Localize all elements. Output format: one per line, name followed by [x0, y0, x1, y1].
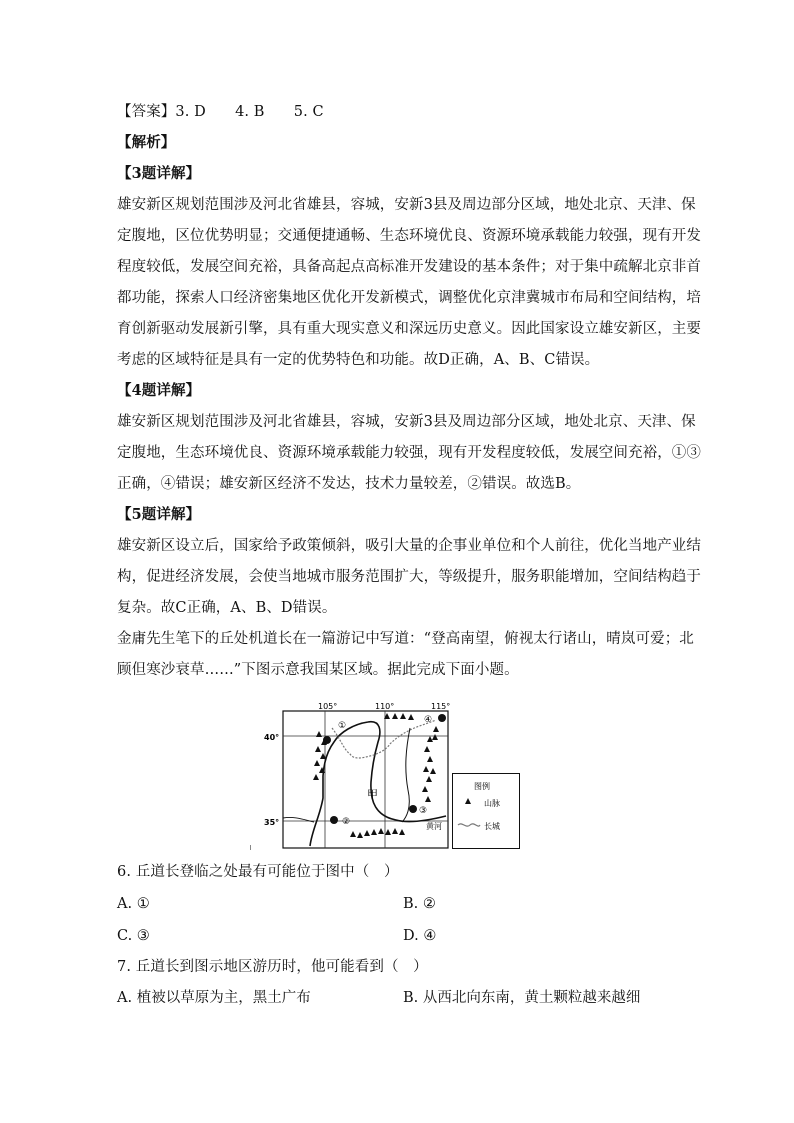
province-boundary [402, 728, 410, 822]
q4-heading: 【4题详解】 [117, 382, 201, 399]
great-wall [332, 720, 436, 758]
marker-2-dot [330, 816, 338, 824]
marker-1-label: ① [338, 721, 347, 731]
lat-label: 35° [264, 818, 280, 827]
q4-line: 定腹地，生态环境优良、资源环境承载能力较强，现有开发程度较低，发展空间充裕，①③ [117, 445, 701, 461]
q3-line: 育创新驱动发展新引擎，具有重大现实意义和深远历史意义。因此国家设立雄安新区，主要 [117, 321, 701, 337]
legend-wall-label: 长城 [484, 822, 500, 831]
map-legend [452, 773, 520, 849]
q3-line: 都功能，探索人口经济密集地区优化开发新模式，调整优化京津冀城市布局和空间结构，培 [117, 290, 701, 306]
q5-heading: 【5题详解】 [117, 506, 201, 523]
q6-option-d[interactable]: D. ④ [403, 928, 437, 944]
lon-label: 110° [375, 702, 395, 711]
q3-line: 雄安新区规划范围涉及河北省雄县，容城，安新3县及周边部分区域，地处北京、天津、保 [117, 197, 696, 213]
q5-line: 构，促进经济发展，会使当地城市服务范围扩大，等级提升，服务职能增加，空间结构趋于 [117, 569, 701, 585]
q3-heading: 【3题详解】 [117, 165, 201, 182]
river-label: 黄河 [426, 822, 442, 831]
intro-line: 顾但寒沙衰草……”下图示意我国某区域。据此完成下面小题。 [117, 662, 519, 678]
lon-label: 105° [318, 702, 338, 711]
q3-line: 程度较低，发展空间充裕，具备高起点高标准开发建设的基本条件；对于集中疏解北京非首 [117, 259, 701, 275]
marker-3-dot [409, 805, 417, 813]
q7-option-a[interactable]: A. 植被以草原为主，黑土广布 [117, 990, 311, 1006]
q4-line: 正确，④错误；雄安新区经济不发达，技术力量较差，②错误。故选B。 [117, 476, 581, 492]
q7-stem: 7. 丘道长到图示地区游历时，他可能看到（ ） [117, 959, 428, 975]
answer-line: 【答案】3. D 4. B 5. C [117, 104, 324, 120]
map-frame [283, 711, 448, 848]
lon-label: 115° [431, 702, 451, 711]
intro-line: 金庸先生笔下的丘处机道长在一篇游记中写道：“登高南望，俯视太行诸山，晴岚可爱；北 [117, 631, 694, 647]
q6-option-c[interactable]: C. ③ [117, 928, 150, 944]
legend-title: 图例 [474, 782, 490, 791]
mountain-range-taihang [422, 726, 439, 802]
q6-stem: 6. 丘道长登临之处最有可能位于图中（ ） [117, 864, 399, 880]
mountain-range-qinling [350, 828, 405, 838]
analysis-heading: 【解析】 [117, 134, 176, 151]
marker-4-label: ④ [424, 715, 433, 725]
q6-option-b[interactable]: B. ② [403, 896, 436, 912]
q3-line: 定腹地，区位优势明显；交通便捷通畅、生态环境优良、资源环境承载能力较强，现有开发 [117, 228, 701, 244]
q7-option-b[interactable]: B. 从西北向东南，黄土颗粒越来越细 [403, 990, 641, 1006]
marker-3-label: ③ [419, 806, 428, 816]
marker-2-label: ② [342, 817, 351, 827]
q4-line: 雄安新区规划范围涉及河北省雄县，容城，安新3县及周边部分区域，地处北京、天津、保 [117, 414, 696, 430]
mountain-range-north [384, 713, 414, 720]
region-label: 甲 [367, 788, 378, 801]
q6-option-a[interactable]: A. ① [117, 896, 150, 912]
q5-line: 雄安新区设立后，国家给予政策倾斜，吸引大量的企事业单位和个人前往，优化当地产业结 [117, 538, 701, 554]
marker-4-dot [438, 714, 446, 722]
marker-1-dot [323, 736, 331, 744]
q3-line: 考虑的区域特征是具有一定的优势特色和功能。故D正确，A、B、C错误。 [117, 352, 600, 368]
lat-label: 40° [264, 733, 280, 742]
legend-mountain-label: 山脉 [484, 799, 500, 808]
q5-line: 复杂。故C正确，A、B、D错误。 [117, 600, 337, 616]
